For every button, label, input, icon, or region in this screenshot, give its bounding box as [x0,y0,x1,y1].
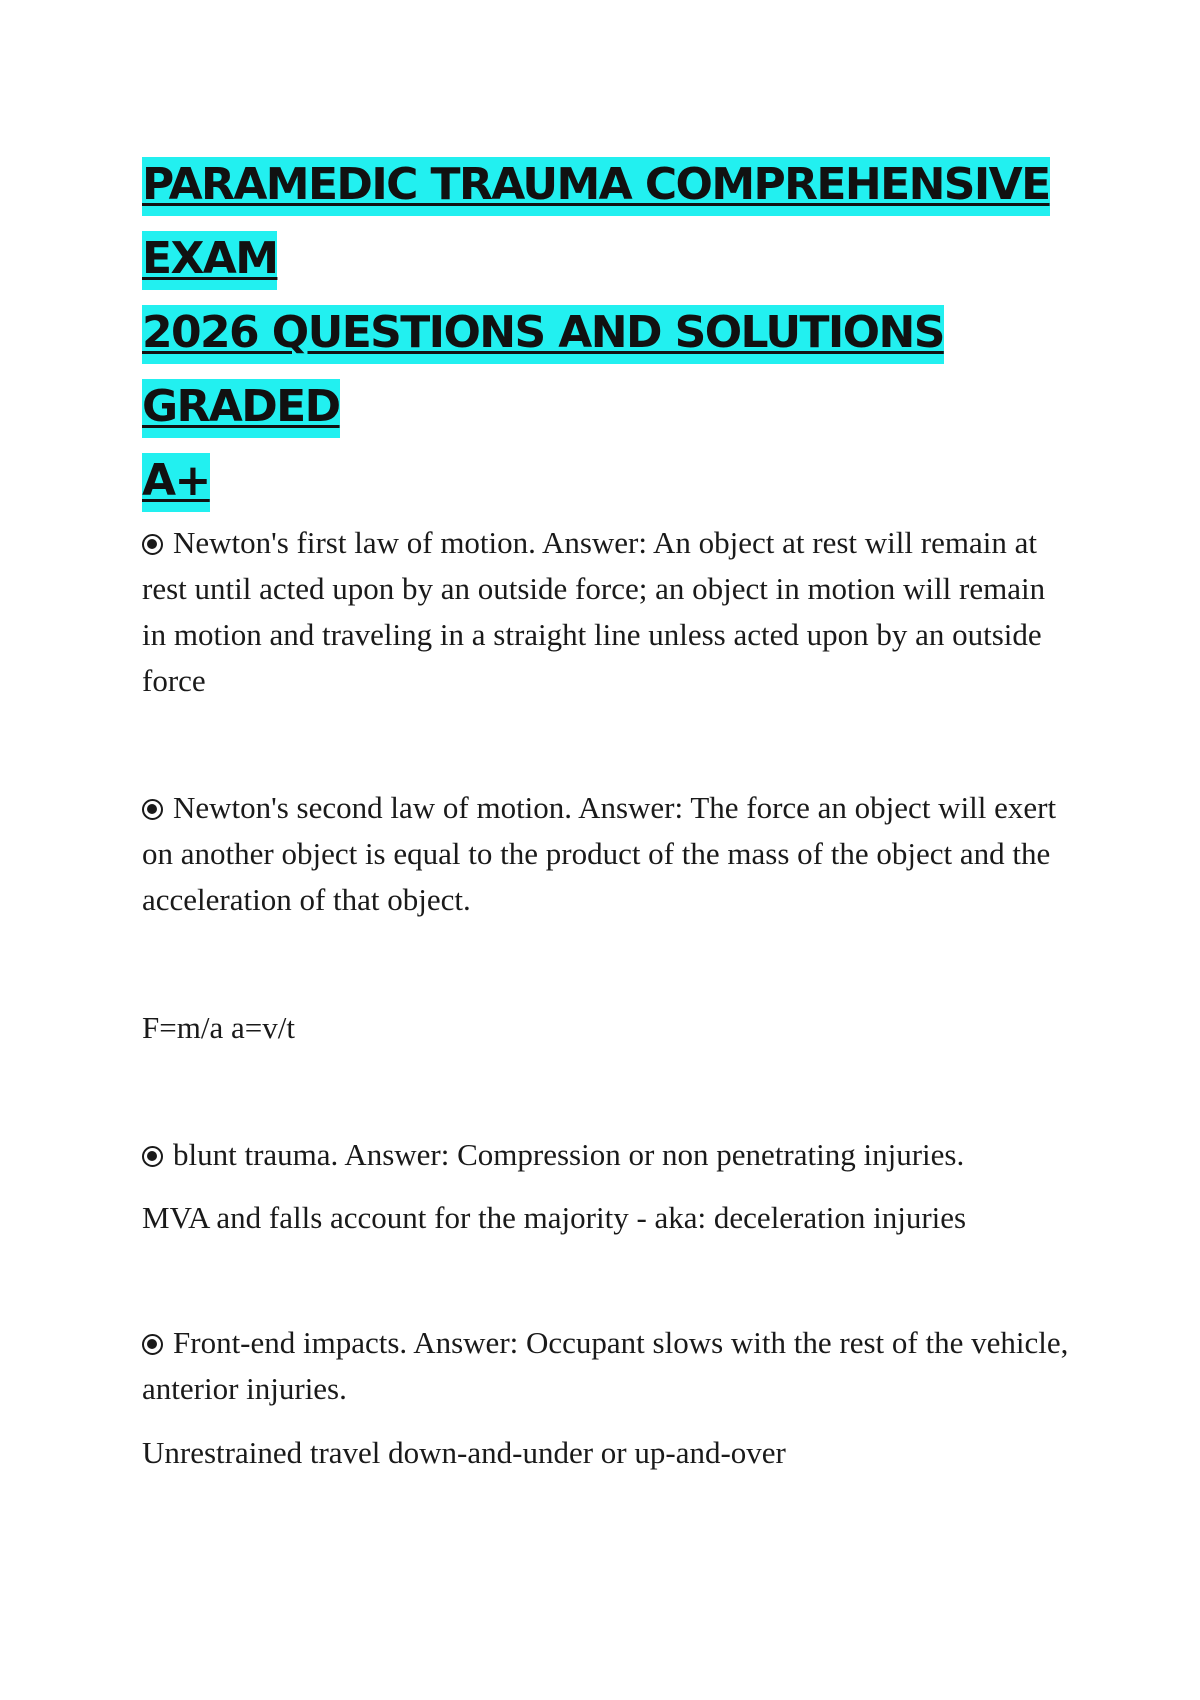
qa-text: blunt trauma. Answer: Compression or non penetrating injuries. [173,1137,965,1172]
formula-text: F=m/a a=v/t [142,1010,295,1045]
radio-bullet-icon [142,534,163,555]
qa-paragraph [142,1132,1072,1178]
note-text: MVA and falls account for the majority - aka: deceleration injuries [142,1200,967,1235]
qa-paragraph [142,520,1072,704]
qa-paragraph [142,785,1072,923]
note-text: Unrestrained travel down-and-under or up-and-over [142,1435,786,1470]
qa-item-blunt-trauma [142,1132,1072,1178]
radio-bullet-icon [142,1334,163,1355]
qa-text: Newton's second law of motion. Answer: The force an object will exert on another object is equal to the product of the mass of the object and the acceleration of that object. [142,790,1057,917]
title-line-1: PARAMEDIC TRAUMA COMPREHENSIVE EXAM [142,157,1050,290]
document-title [142,148,1072,518]
blunt-trauma-note [142,1195,1072,1241]
title-line-2: 2026 QUESTIONS AND SOLUTIONS GRADED [142,305,944,438]
qa-paragraph [142,1320,1072,1412]
qa-text: Front-end impacts. Answer: Occupant slows with the rest of the vehicle, anterior injuries. [142,1325,1069,1406]
radio-bullet-icon [142,799,163,820]
qa-item-front-end-impacts [142,1320,1072,1412]
qa-item-newton-first-law [142,520,1072,704]
qa-item-newton-second-law [142,785,1072,923]
title-line-3: A+ [142,453,210,512]
front-end-impacts-note [142,1430,1072,1476]
qa-text: Newton's first law of motion. Answer: An object at rest will remain at rest until acted upon by an outside force; an object in motion will remain in motion and traveling in a straight line unless acted upon by an outside force [142,525,1046,698]
radio-bullet-icon [142,1146,163,1167]
formula-note [142,1005,1072,1051]
